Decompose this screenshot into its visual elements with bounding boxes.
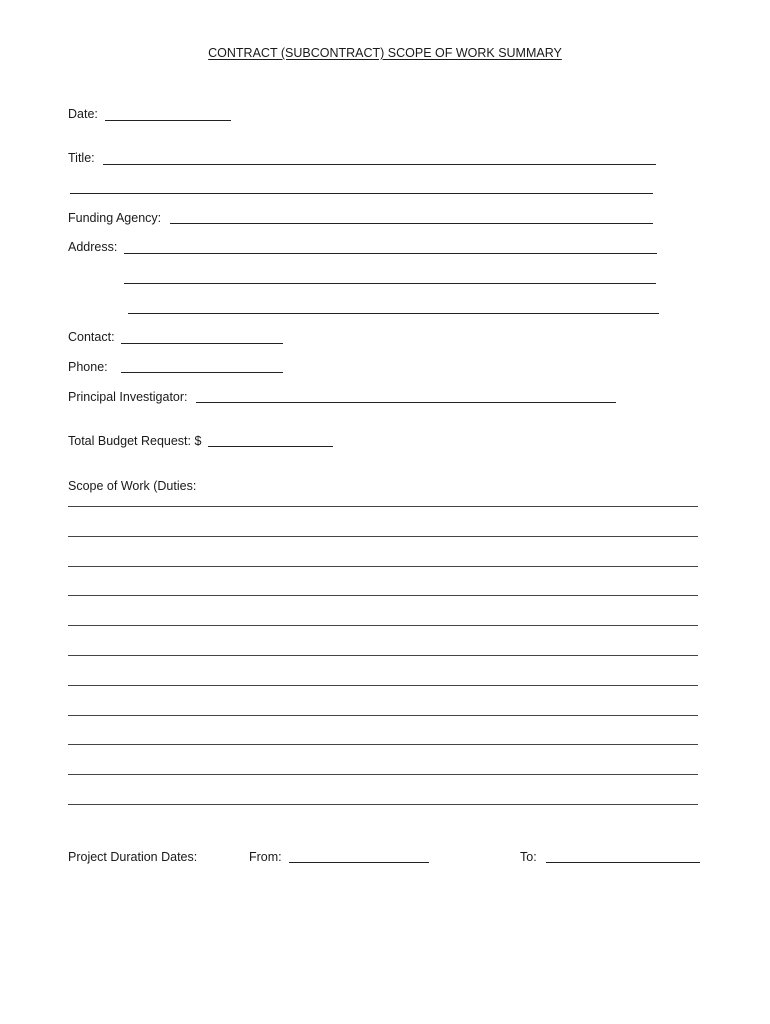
scope-of-work-line[interactable] — [68, 625, 698, 626]
scope-of-work-line[interactable] — [68, 744, 698, 745]
form-title: CONTRACT (SUBCONTRACT) SCOPE OF WORK SUMMARY — [208, 46, 562, 60]
principal-investigator-label: Principal Investigator: — [68, 390, 188, 404]
date-field[interactable] — [105, 120, 231, 121]
principal-investigator-field[interactable] — [196, 402, 616, 403]
title-field-continued[interactable] — [70, 193, 653, 194]
scope-of-work-line[interactable] — [68, 774, 698, 775]
funding-agency-label: Funding Agency: — [68, 211, 162, 225]
address-field-line-3[interactable] — [128, 313, 659, 314]
title-field[interactable] — [103, 164, 656, 165]
scope-of-work-line[interactable] — [68, 566, 698, 567]
scope-of-work-line[interactable] — [68, 685, 698, 686]
total-budget-label: Total Budget Request: $ — [68, 434, 202, 448]
phone-label: Phone: — [68, 360, 108, 374]
funding-agency-field[interactable] — [170, 223, 653, 224]
scope-of-work-line[interactable] — [68, 715, 698, 716]
to-date-field[interactable] — [546, 862, 700, 863]
scope-of-work-line[interactable] — [68, 536, 698, 537]
address-field-line-2[interactable] — [124, 283, 656, 284]
scope-of-work-label: Scope of Work (Duties: — [68, 479, 197, 493]
scope-of-work-line[interactable] — [68, 655, 698, 656]
project-duration-label: Project Duration Dates: — [68, 850, 198, 864]
address-label: Address: — [68, 240, 118, 254]
to-label: To: — [520, 850, 537, 864]
total-budget-field[interactable] — [208, 446, 333, 447]
from-label: From: — [249, 850, 282, 864]
scope-of-work-line[interactable] — [68, 804, 698, 805]
contact-field[interactable] — [121, 343, 283, 344]
contact-label: Contact: — [68, 330, 115, 344]
title-label: Title: — [68, 151, 95, 165]
scope-of-work-line[interactable] — [68, 595, 698, 596]
date-label: Date: — [68, 107, 98, 121]
scope-of-work-line[interactable] — [68, 506, 698, 507]
address-field-line-1[interactable] — [124, 253, 657, 254]
from-date-field[interactable] — [289, 862, 429, 863]
phone-field[interactable] — [121, 372, 283, 373]
